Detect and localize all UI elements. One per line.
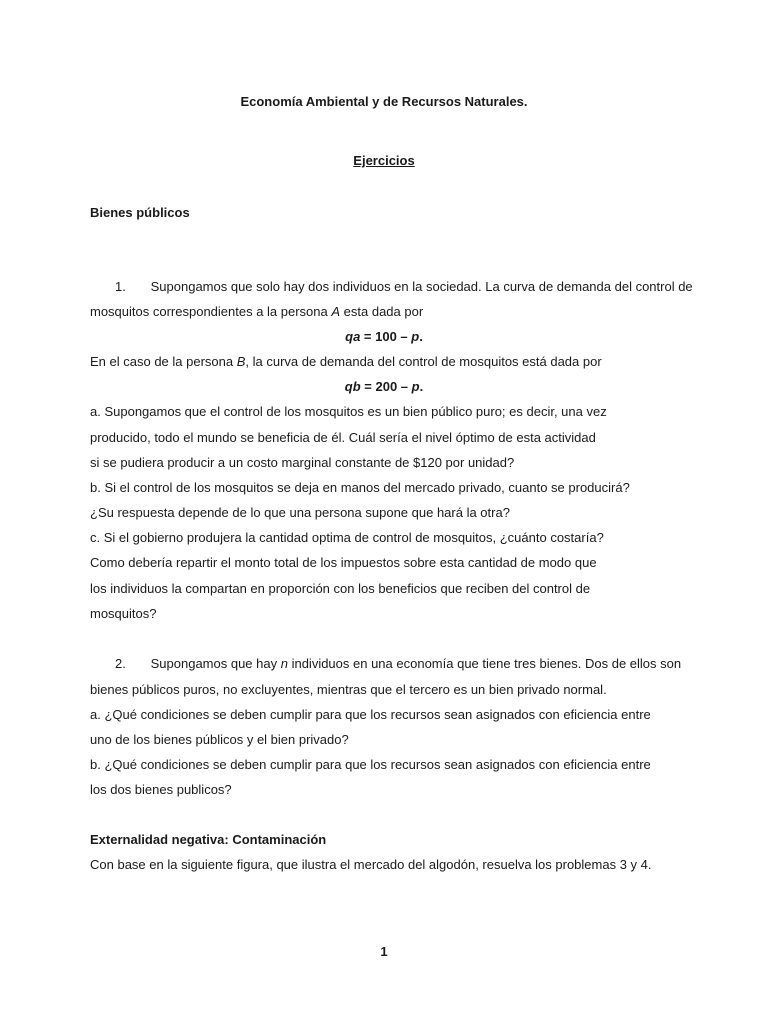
question-1-part-b-2: ¿Su respuesta depende de lo que una persona supone que hará la otra? [90, 505, 510, 520]
question-1-number: 1. [115, 279, 126, 294]
question-1-line-3: En el caso de la persona B, la curva de demanda del control de mosquitos está dada por [90, 354, 602, 369]
document-subtitle [0, 153, 768, 169]
question-1-part-b-1: b. Si el control de los mosquitos se deja en manos del mercado privado, cuanto se producirá? [90, 480, 630, 495]
document-title: Economía Ambiental y de Recursos Naturales. [240, 94, 528, 109]
question-1-part-c-4: mosquitos? [90, 606, 157, 621]
question-2-part-a-2: uno de los bienes públicos y el bien privado? [90, 732, 349, 747]
question-2-part-b-2: los dos bienes publicos? [90, 782, 232, 797]
question-1-part-a-1: a. Supongamos que el control de los mosquitos es un bien público puro; es decir, una vez [90, 404, 607, 419]
question-1-part-c-3: los individuos la compartan en proporción con los beneficios que reciben del control de [90, 581, 591, 596]
equation-b: qb = 200 – p. [344, 379, 424, 394]
question-1-part-a-2: producido, todo el mundo se beneficia de él. Cuál sería el nivel óptimo de esta actividad [90, 430, 596, 445]
question-1-line-2: mosquitos correspondientes a la persona A esta dada por [90, 304, 424, 319]
subtitle-text: Ejercicios [353, 153, 415, 168]
question-1-part-c-2: Como debería repartir el monto total de los impuestos sobre esta cantidad de modo que [90, 555, 597, 570]
section-2-intro: Con base en la siguiente figura, que ilustra el mercado del algodón, resuelva los problemas 3 y 4. [90, 857, 652, 872]
question-1-part-a-3: si se pudiera producir a un costo marginal constante de $120 por unidad? [90, 455, 515, 470]
question-2-number: 2. [115, 656, 126, 671]
page-number: 1 [380, 944, 388, 959]
question-2-part-a-1: a. ¿Qué condiciones se deben cumplir para que los recursos sean asignados con eficiencia entre [90, 707, 651, 722]
question-2-part-b-1: b. ¿Qué condiciones se deben cumplir para que los recursos sean asignados con eficiencia entre [90, 757, 651, 772]
section-heading-negative-externality: Externalidad negativa: Contaminación [90, 832, 327, 847]
question-2-line-2: bienes públicos puros, no excluyentes, mientras que el tercero es un bien privado normal. [90, 682, 607, 697]
question-1-line-1: 1. Supongamos que solo hay dos individuos en la sociedad. La curva de demanda del control de [115, 279, 693, 294]
question-1-part-c-1: c. Si el gobierno produjera la cantidad optima de control de mosquitos, ¿cuánto costaría? [90, 530, 604, 545]
equation-a: qa = 100 – p. [345, 329, 423, 344]
section-heading-public-goods: Bienes públicos [90, 205, 190, 220]
question-2-line-1: 2. Supongamos que hay n individuos en una economía que tiene tres bienes. Dos de ellos son [115, 656, 682, 671]
